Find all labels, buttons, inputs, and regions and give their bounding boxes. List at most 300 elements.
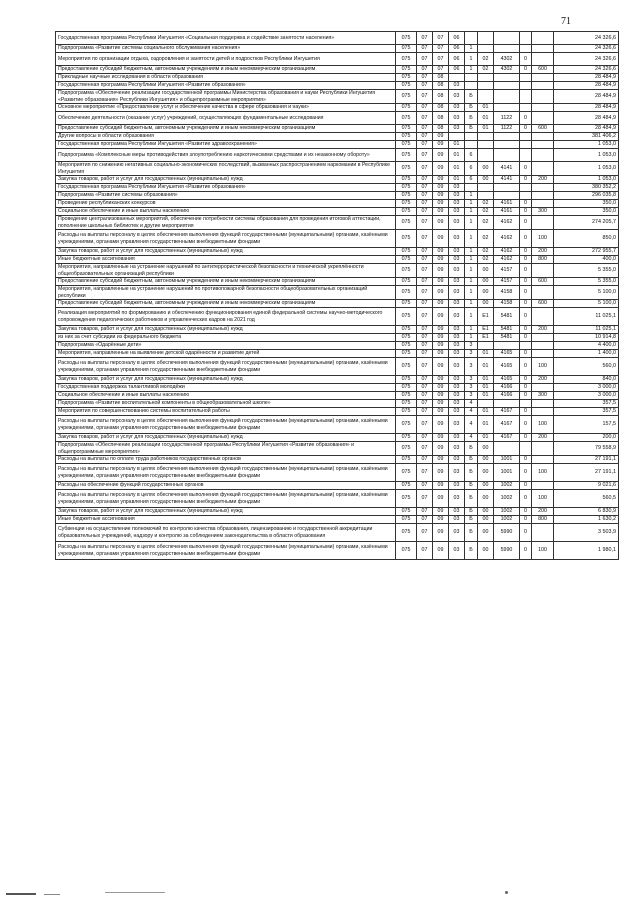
code-program: 03 — [449, 508, 465, 516]
table-row — [56, 286, 619, 300]
table-row — [56, 490, 619, 508]
code-direction: 4141 — [494, 162, 520, 176]
row-amount: 840,0 — [554, 376, 619, 384]
code-event: 01 — [478, 358, 494, 376]
code-direction: 4162 — [494, 230, 520, 248]
code-direction: 5990 — [494, 524, 520, 542]
code-extra: 0 — [520, 300, 532, 308]
code-extra — [520, 442, 532, 456]
code-subsection: 09 — [433, 184, 449, 192]
code-subprogram: 3 — [465, 376, 478, 384]
code-direction: 4141 — [494, 176, 520, 184]
code-subprogram: Б — [465, 464, 478, 482]
code-section: 07 — [417, 300, 433, 308]
row-amount: 560,5 — [554, 490, 619, 508]
code-section: 07 — [417, 286, 433, 300]
code-ministry: 075 — [396, 74, 417, 82]
code-section: 07 — [417, 392, 433, 400]
row-name: Расходы на выплаты персоналу в целях обеспечения выполнения функций государственными (муниципальными) органами, казёнными учреждениями, органами управления государственными внебюджетными фондами — [56, 464, 396, 482]
code-subprogram — [465, 141, 478, 149]
code-extra: 0 — [520, 392, 532, 400]
row-amount: 24 326,6 — [554, 66, 619, 74]
code-direction: 4165 — [494, 376, 520, 384]
code-ministry: 075 — [396, 442, 417, 456]
table-row — [56, 300, 619, 308]
code-program: 01 — [449, 149, 465, 162]
code-event — [478, 184, 494, 192]
code-program: 03 — [449, 82, 465, 90]
code-extra: 0 — [520, 326, 532, 334]
code-expense-type: 600 — [532, 125, 554, 133]
row-amount: 27 191,1 — [554, 464, 619, 482]
code-subprogram: 3 — [465, 392, 478, 400]
code-expense-type — [532, 400, 554, 408]
code-subprogram: 1 — [465, 192, 478, 200]
row-amount: 4 400,0 — [554, 342, 619, 350]
code-subsection: 08 — [433, 74, 449, 82]
code-event: 00 — [478, 524, 494, 542]
code-expense-type: 100 — [532, 542, 554, 560]
code-expense-type: 100 — [532, 358, 554, 376]
code-program: 06 — [449, 66, 465, 74]
code-section: 07 — [417, 162, 433, 176]
code-ministry: 075 — [396, 408, 417, 416]
code-event — [478, 342, 494, 350]
code-program: 03 — [449, 456, 465, 464]
code-subsection: 07 — [433, 66, 449, 74]
code-subsection: 08 — [433, 112, 449, 125]
code-expense-type — [532, 90, 554, 104]
row-amount: 10 914,8 — [554, 334, 619, 342]
code-direction: 4158 — [494, 300, 520, 308]
code-expense-type — [532, 408, 554, 416]
row-amount: 28 484,9 — [554, 74, 619, 82]
table-row — [56, 456, 619, 464]
code-subsection: 09 — [433, 133, 449, 141]
code-expense-type — [532, 141, 554, 149]
code-subsection: 09 — [433, 342, 449, 350]
code-program: 03 — [449, 442, 465, 456]
code-subprogram: Б — [465, 456, 478, 464]
code-extra: 0 — [520, 482, 532, 490]
code-program: 03 — [449, 376, 465, 384]
table-row — [56, 200, 619, 208]
code-section: 07 — [417, 376, 433, 384]
code-program: 03 — [449, 308, 465, 326]
row-amount: 357,5 — [554, 408, 619, 416]
code-section: 07 — [417, 66, 433, 74]
code-event: 00 — [478, 278, 494, 286]
row-name: Субвенции на осуществление полномочий по контролю качества образования, лицензированию и государственной аккредитации образовательных учреждений, надзору и контролю за соблюдением законодательства в области образования — [56, 524, 396, 542]
code-ministry: 075 — [396, 308, 417, 326]
row-name: Расходы на обеспечение функций государственных органов — [56, 482, 396, 490]
code-direction: 4162 — [494, 216, 520, 230]
code-event: 01 — [478, 104, 494, 112]
code-section: 07 — [417, 104, 433, 112]
row-amount: 560,0 — [554, 358, 619, 376]
code-event: E1 — [478, 326, 494, 334]
code-subsection: 09 — [433, 300, 449, 308]
code-direction — [494, 74, 520, 82]
code-subsection: 07 — [433, 45, 449, 53]
code-event: 02 — [478, 256, 494, 264]
row-name: Мероприятия, направленные на выявление детской одарённости и развитие детей — [56, 350, 396, 358]
code-subsection: 09 — [433, 464, 449, 482]
row-amount: 350,0 — [554, 208, 619, 216]
row-name: Закупка товаров, работ и услуг для государственных (муниципальных) нужд — [56, 176, 396, 184]
code-program: 03 — [449, 358, 465, 376]
row-name: Подпрограмма «Обеспечение реализации государственной программы Министерства образования и науки Республики Ингушетия «Развитие образования» Республики Ингушетия» и общепрограммные мероприятия» — [56, 90, 396, 104]
code-subsection: 07 — [433, 53, 449, 66]
code-extra: 0 — [520, 66, 532, 74]
code-event — [478, 74, 494, 82]
row-name: Реализация мероприятий по формированию и обеспечению функционирования единой федеральной системы научно-методического сопровождения педагогических работников и управленческих кадров на 2021 год — [56, 308, 396, 326]
code-extra: 0 — [520, 334, 532, 342]
row-name: Социальное обеспечение и иные выплаты населению — [56, 392, 396, 400]
code-program: 03 — [449, 392, 465, 400]
code-event: 01 — [478, 408, 494, 416]
code-event — [478, 192, 494, 200]
code-expense-type — [532, 184, 554, 192]
code-subprogram: Б — [465, 125, 478, 133]
table-body — [56, 32, 619, 560]
code-program: 03 — [449, 286, 465, 300]
code-section: 07 — [417, 133, 433, 141]
row-name: Предоставление субсидий бюджетным, автономным учреждениям и иным некоммерческим организациям — [56, 300, 396, 308]
code-event — [478, 133, 494, 141]
row-amount: 1 053,0 — [554, 162, 619, 176]
code-extra: 0 — [520, 200, 532, 208]
code-direction: 4158 — [494, 286, 520, 300]
code-event: 00 — [478, 176, 494, 184]
code-direction: 5481 — [494, 326, 520, 334]
code-subprogram: 1 — [465, 256, 478, 264]
code-extra — [520, 133, 532, 141]
budget-table — [55, 31, 619, 560]
code-extra: 0 — [520, 248, 532, 256]
code-subprogram: Б — [465, 442, 478, 456]
code-expense-type: 200 — [532, 176, 554, 184]
code-subprogram — [465, 74, 478, 82]
code-expense-type: 100 — [532, 464, 554, 482]
code-event: 02 — [478, 208, 494, 216]
code-subsection: 09 — [433, 400, 449, 408]
code-extra — [520, 74, 532, 82]
code-program: 03 — [449, 112, 465, 125]
code-ministry: 075 — [396, 66, 417, 74]
code-extra: 0 — [520, 542, 532, 560]
code-subsection: 09 — [433, 278, 449, 286]
code-extra: 0 — [520, 490, 532, 508]
row-name: Мероприятия по снижению негативных социально-экономических последствий, вызванных распространением наркомании в Республике Ингушетия — [56, 162, 396, 176]
code-ministry: 075 — [396, 82, 417, 90]
table-row — [56, 392, 619, 400]
row-name: Государственная программа Республики Ингушетия «Социальная поддержка и содействие занятости населения» — [56, 32, 396, 45]
code-program: 03 — [449, 200, 465, 208]
code-event — [478, 141, 494, 149]
code-extra: 0 — [520, 516, 532, 524]
code-subprogram: 1 — [465, 66, 478, 74]
code-subprogram: 3 — [465, 384, 478, 392]
code-extra — [520, 149, 532, 162]
table-row — [56, 482, 619, 490]
code-program: 03 — [449, 248, 465, 256]
code-expense-type — [532, 524, 554, 542]
code-section: 07 — [417, 216, 433, 230]
row-amount: 28 484,9 — [554, 104, 619, 112]
code-subsection: 09 — [433, 248, 449, 256]
code-subsection: 09 — [433, 434, 449, 442]
code-expense-type — [532, 53, 554, 66]
code-event: 00 — [478, 542, 494, 560]
code-ministry: 075 — [396, 104, 417, 112]
code-program: 03 — [449, 326, 465, 334]
code-expense-type: 100 — [532, 490, 554, 508]
code-ministry: 075 — [396, 184, 417, 192]
code-program: 01 — [449, 176, 465, 184]
code-section: 07 — [417, 456, 433, 464]
code-ministry: 075 — [396, 278, 417, 286]
code-direction — [494, 342, 520, 350]
code-section: 07 — [417, 400, 433, 408]
row-name: Мероприятия, направленные на устранение нарушений по противопожарной безопасности общеобразовательных организаций республики — [56, 286, 396, 300]
code-program: 06 — [449, 45, 465, 53]
table-row — [56, 125, 619, 133]
code-program — [449, 133, 465, 141]
code-ministry: 075 — [396, 300, 417, 308]
code-program: 03 — [449, 542, 465, 560]
code-subprogram: 4 — [465, 416, 478, 434]
code-event: 02 — [478, 248, 494, 256]
row-name: Расходы на выплаты по оплате труда работников государственных органов — [56, 456, 396, 464]
code-program: 03 — [449, 490, 465, 508]
row-name: Государственная программа Республики Ингушетия «Развитие образования» — [56, 184, 396, 192]
code-subsection: 08 — [433, 125, 449, 133]
code-subsection: 09 — [433, 192, 449, 200]
row-amount: 381 406,2 — [554, 133, 619, 141]
code-ministry: 075 — [396, 32, 417, 45]
code-subprogram: 1 — [465, 200, 478, 208]
code-subsection: 09 — [433, 524, 449, 542]
code-subsection: 09 — [433, 149, 449, 162]
code-event: 00 — [478, 482, 494, 490]
row-amount: 28 484,9 — [554, 112, 619, 125]
table-row — [56, 442, 619, 456]
row-name: Подпрограмма «Комплексные меры противодействия злоупотреблению наркотическими средствами и их незаконному обороту» — [56, 149, 396, 162]
row-amount: 5 355,0 — [554, 278, 619, 286]
code-subsection: 09 — [433, 516, 449, 524]
code-event: E1 — [478, 308, 494, 326]
code-extra: 0 — [520, 162, 532, 176]
code-expense-type: 100 — [532, 230, 554, 248]
code-extra: 0 — [520, 230, 532, 248]
code-program: 03 — [449, 208, 465, 216]
code-subprogram: 3 — [465, 350, 478, 358]
code-extra: 0 — [520, 350, 532, 358]
code-extra: 0 — [520, 208, 532, 216]
code-ministry: 075 — [396, 350, 417, 358]
code-subsection: 09 — [433, 482, 449, 490]
code-section: 07 — [417, 32, 433, 45]
row-name: Расходы на выплаты персоналу в целях обеспечения выполнения функций государственными (муниципальными) органами, казёнными учреждениями, органами управления государственными внебюджетными фондами — [56, 230, 396, 248]
code-extra: 0 — [520, 434, 532, 442]
code-subsection: 09 — [433, 408, 449, 416]
row-amount: 28 484,9 — [554, 125, 619, 133]
code-event: 02 — [478, 230, 494, 248]
code-subsection: 09 — [433, 230, 449, 248]
code-extra — [520, 342, 532, 350]
scan-mark — [6, 893, 36, 895]
row-name: Подпрограмма «Одарённые дети» — [56, 342, 396, 350]
code-subprogram: 1 — [465, 53, 478, 66]
code-program: 03 — [449, 408, 465, 416]
code-program: 03 — [449, 125, 465, 133]
code-extra: 0 — [520, 508, 532, 516]
code-section: 07 — [417, 230, 433, 248]
code-direction — [494, 400, 520, 408]
row-name: Предоставление субсидий бюджетным, автономным учреждениям и иным некоммерческим организациям — [56, 66, 396, 74]
code-program — [449, 74, 465, 82]
code-program: 03 — [449, 416, 465, 434]
code-section: 07 — [417, 542, 433, 560]
table-row — [56, 542, 619, 560]
code-event: 00 — [478, 286, 494, 300]
code-expense-type: 600 — [532, 278, 554, 286]
code-expense-type — [532, 264, 554, 278]
row-amount: 1 053,0 — [554, 141, 619, 149]
table-row — [56, 464, 619, 482]
code-expense-type: 800 — [532, 516, 554, 524]
scan-mark — [44, 894, 60, 895]
code-extra: 0 — [520, 125, 532, 133]
code-ministry: 075 — [396, 248, 417, 256]
table-row — [56, 508, 619, 516]
row-name: Государственная программа Республики Ингушетия «Развитие здравоохранения» — [56, 141, 396, 149]
code-program: 01 — [449, 162, 465, 176]
row-name: Обеспечение деятельности (оказание услуг) учреждений, осуществляющих фундаментальные исследования — [56, 112, 396, 125]
code-program: 06 — [449, 53, 465, 66]
table-row — [56, 66, 619, 74]
code-event: 02 — [478, 216, 494, 230]
code-ministry: 075 — [396, 208, 417, 216]
code-section: 07 — [417, 45, 433, 53]
code-subprogram: Б — [465, 104, 478, 112]
code-event: 00 — [478, 464, 494, 482]
code-expense-type: 200 — [532, 248, 554, 256]
code-extra: 0 — [520, 384, 532, 392]
code-program: 06 — [449, 32, 465, 45]
code-expense-type — [532, 342, 554, 350]
row-name: Подпрограмма «Развитие системы социального обслуживания населения» — [56, 45, 396, 53]
code-section: 07 — [417, 53, 433, 66]
code-subprogram: 1 — [465, 308, 478, 326]
code-expense-type: 300 — [532, 392, 554, 400]
code-subsection: 09 — [433, 358, 449, 376]
code-direction: 4157 — [494, 278, 520, 286]
code-subsection: 09 — [433, 456, 449, 464]
code-section: 07 — [417, 442, 433, 456]
code-event: 02 — [478, 53, 494, 66]
row-name: Подпрограмма «Развитие воспитательной компоненты в общеобразовательной школе» — [56, 400, 396, 408]
code-subsection: 09 — [433, 286, 449, 300]
code-section: 07 — [417, 384, 433, 392]
row-amount: 11 025,1 — [554, 308, 619, 326]
code-expense-type — [532, 456, 554, 464]
code-event — [478, 32, 494, 45]
code-section: 07 — [417, 508, 433, 516]
code-expense-type — [532, 74, 554, 82]
code-ministry: 075 — [396, 141, 417, 149]
code-subprogram: 1 — [465, 278, 478, 286]
code-section: 07 — [417, 516, 433, 524]
code-event: 01 — [478, 125, 494, 133]
row-amount: 274 205,7 — [554, 216, 619, 230]
code-program: 03 — [449, 300, 465, 308]
code-event: 00 — [478, 442, 494, 456]
code-direction: 4166 — [494, 384, 520, 392]
code-program: 03 — [449, 90, 465, 104]
code-extra — [520, 184, 532, 192]
code-section: 07 — [417, 208, 433, 216]
code-subprogram: 3 — [465, 342, 478, 350]
row-amount: 157,5 — [554, 416, 619, 434]
code-expense-type — [532, 45, 554, 53]
code-subprogram: 1 — [465, 248, 478, 256]
code-subsection: 08 — [433, 104, 449, 112]
code-section: 07 — [417, 248, 433, 256]
code-direction — [494, 133, 520, 141]
code-extra — [520, 82, 532, 90]
code-program: 03 — [449, 350, 465, 358]
code-expense-type — [532, 442, 554, 456]
code-expense-type — [532, 286, 554, 300]
code-ministry: 075 — [396, 45, 417, 53]
code-ministry: 075 — [396, 524, 417, 542]
row-name: Расходы на выплаты персоналу в целях обеспечения выполнения функций государственными (муниципальными) органами, казёнными учреждениями, органами управления государственными внебюджетными фондами — [56, 358, 396, 376]
code-ministry: 075 — [396, 334, 417, 342]
code-ministry: 075 — [396, 376, 417, 384]
code-extra: 0 — [520, 278, 532, 286]
code-program: 03 — [449, 256, 465, 264]
row-amount: 1 630,2 — [554, 516, 619, 524]
code-subprogram: 4 — [465, 434, 478, 442]
code-event: E1 — [478, 334, 494, 342]
row-name: Закупка товаров, работ и услуг для государственных (муниципальных) нужд — [56, 326, 396, 334]
code-subsection: 09 — [433, 216, 449, 230]
table-row — [56, 350, 619, 358]
row-amount: 380 352,2 — [554, 184, 619, 192]
row-name: Расходы на выплаты персоналу в целях обеспечения выполнения функций государственными (муниципальными) органами, казёнными учреждениями, органами управления государственными внебюджетными фондами — [56, 542, 396, 560]
code-expense-type — [532, 350, 554, 358]
code-expense-type — [532, 133, 554, 141]
row-amount: 1 053,0 — [554, 176, 619, 184]
code-expense-type — [532, 32, 554, 45]
row-amount: 27 191,1 — [554, 456, 619, 464]
code-subprogram: Б — [465, 482, 478, 490]
table-row — [56, 82, 619, 90]
table-row — [56, 524, 619, 542]
code-subsection: 09 — [433, 256, 449, 264]
code-direction: 1002 — [494, 508, 520, 516]
row-amount: 3 503,9 — [554, 524, 619, 542]
code-extra — [520, 32, 532, 45]
code-ministry: 075 — [396, 326, 417, 334]
table-row — [56, 516, 619, 524]
code-direction: 4165 — [494, 358, 520, 376]
code-expense-type: 300 — [532, 208, 554, 216]
code-section: 07 — [417, 408, 433, 416]
code-section: 07 — [417, 176, 433, 184]
